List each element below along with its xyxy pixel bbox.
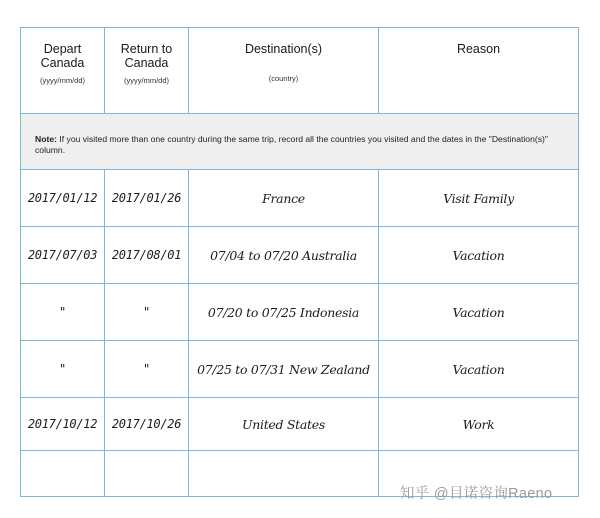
cell-depart[interactable] [21,451,105,497]
cell-reason[interactable]: Visit Family [379,170,579,227]
cell-reason[interactable]: Vacation [379,284,579,341]
cell-reason[interactable]: Vacation [379,227,579,284]
cell-return[interactable]: 2017/10/26 [105,398,189,451]
cell-depart[interactable]: " [21,284,105,341]
cell-depart[interactable]: 2017/07/03 [21,227,105,284]
note-cell [21,114,579,170]
cell-depart[interactable]: " [21,341,105,398]
note-label: Note: [35,134,57,144]
cell-return[interactable] [105,451,189,497]
header-depart [21,28,105,114]
header-return [105,28,189,114]
cell-reason[interactable]: Vacation [379,341,579,398]
table-row [21,398,579,451]
cell-return[interactable]: " [105,341,189,398]
header-return-title: Return to Canada [120,42,173,70]
cell-return[interactable]: " [105,284,189,341]
table-row [21,227,579,284]
cell-destination[interactable] [189,451,379,497]
cell-destination[interactable]: 07/04 to 07/20 Australia [189,227,379,284]
cell-destination[interactable]: United States [189,398,379,451]
header-depart-title: Depart Canada [40,42,85,70]
note-body: If you visited more than one country during the same trip, record all the countries you visited and the dates in the "Destination(s)" column. [35,134,548,155]
table-row [21,341,579,398]
note-row [21,114,579,170]
cell-depart[interactable]: 2017/10/12 [21,398,105,451]
header-destination-title: Destination(s) [244,42,323,56]
table-row [21,284,579,341]
cell-destination[interactable]: 07/20 to 07/25 Indonesia [189,284,379,341]
header-depart-format: (yyyy/mm/dd) [40,76,85,85]
cell-return[interactable]: 2017/01/26 [105,170,189,227]
cell-destination[interactable]: France [189,170,379,227]
travel-history-table [20,27,579,497]
cell-return[interactable]: 2017/08/01 [105,227,189,284]
cell-depart[interactable]: 2017/01/12 [21,170,105,227]
watermark: 知乎 @目诺咨询Raeno [400,486,553,502]
header-reason [379,28,579,114]
cell-reason[interactable]: Work [379,398,579,451]
header-destination [189,28,379,114]
header-row [21,28,579,114]
table-row [21,170,579,227]
header-return-format: (yyyy/mm/dd) [124,76,169,85]
cell-destination[interactable]: 07/25 to 07/31 New Zealand [189,341,379,398]
header-reason-title: Reason [456,42,501,56]
header-destination-format: (country) [268,74,299,83]
note-text [35,134,564,156]
